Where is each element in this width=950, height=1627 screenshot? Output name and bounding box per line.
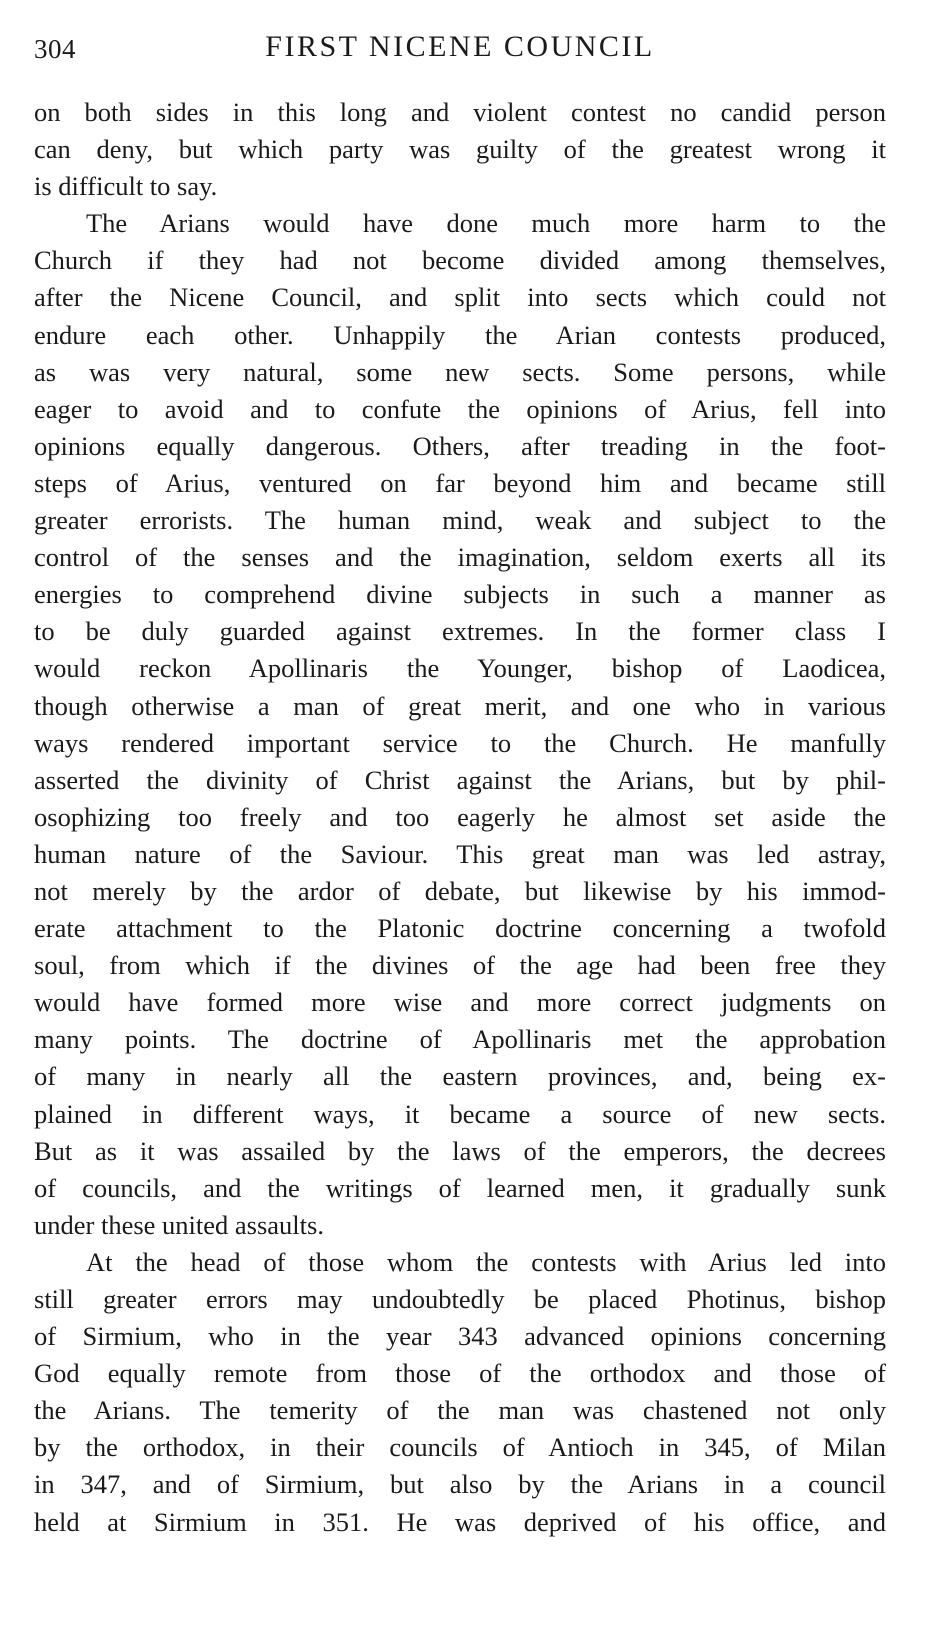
text-line: greater errorists. The human mind, weak and subject to the (34, 505, 886, 536)
text-line: The Arians would have done much more harm to the (86, 208, 886, 239)
page-number: 304 (34, 34, 76, 64)
text-line: would reckon Apollinaris the Younger, bishop of Laodicea, (34, 653, 886, 684)
text-line: At the head of those whom the contests with Arius led into (86, 1246, 886, 1277)
text-line: as was very natural, some new sects. Some persons, while (34, 356, 886, 387)
text-line: osophizing too freely and too eagerly he almost set aside the (34, 801, 886, 832)
text-line: under these united assaults. (34, 1209, 324, 1240)
paragraph (34, 94, 886, 205)
text-line: can deny, but which party was guilty of the greatest wrong it (34, 134, 886, 165)
text-line: would have formed more wise and more correct judgments on (34, 987, 886, 1018)
text-line: steps of Arius, ventured on far beyond him and became still (34, 467, 886, 498)
text-line: of councils, and the writings of learned men, it gradually sunk (34, 1172, 886, 1203)
text-line: still greater errors may undoubtedly be placed Photinus, bishop (34, 1284, 886, 1314)
text-line: on both sides in this long and violent contest no candid person (34, 97, 886, 127)
text-line: But as it was assailed by the laws of the emperors, the decrees (34, 1135, 886, 1166)
text-line: many points. The doctrine of Apollinaris met the approbation (34, 1024, 886, 1055)
text-line: held at Sirmium in 351. He was deprived of his office, and (34, 1506, 886, 1537)
text-line: not merely by the ardor of debate, but likewise by his immod- (34, 875, 886, 906)
text-line: the Arians. The temerity of the man was chastened not only (34, 1395, 886, 1426)
book-page (34, 18, 886, 1541)
text-line: of many in nearly all the eastern provinces, and, being ex- (34, 1061, 886, 1092)
text-line: God equally remote from those of the orthodox and those of (34, 1358, 886, 1389)
text-line: soul, from which if the divines of the age had been free they (34, 950, 886, 981)
text-line: though otherwise a man of great merit, and one who in various (34, 690, 886, 721)
body-text (34, 94, 886, 1541)
text-line: erate attachment to the Platonic doctrine concerning a twofold (34, 913, 886, 944)
text-line: control of the senses and the imagination, seldom exerts all its (34, 542, 886, 573)
text-line: to be duly guarded against extremes. In the former class I (34, 616, 886, 647)
text-line: plained in different ways, it became a source of new sects. (34, 1098, 886, 1129)
running-head (34, 18, 886, 80)
text-line: in 347, and of Sirmium, but also by the Arians in a council (34, 1469, 886, 1500)
text-line: of Sirmium, who in the year 343 advanced opinions concerning (34, 1321, 886, 1352)
text-line: endure each other. Unhappily the Arian contests produced, (34, 319, 886, 350)
paragraph (34, 1244, 886, 1541)
running-title: FIRST NICENE COUNCIL (265, 30, 655, 63)
text-line: asserted the divinity of Christ against the Arians, but by phil- (34, 764, 886, 795)
text-line: eager to avoid and to confute the opinions of Arius, fell into (34, 393, 886, 424)
text-line: energies to comprehend divine subjects in such a manner as (34, 579, 886, 610)
text-line: Church if they had not become divided among themselves, (34, 245, 886, 276)
text-line: is difficult to say. (34, 171, 218, 202)
text-line: by the orthodox, in their councils of Antioch in 345, of Milan (34, 1432, 886, 1463)
paragraph (34, 205, 886, 1244)
text-line: ways rendered important service to the Church. He manfully (34, 727, 886, 758)
text-line: human nature of the Saviour. This great man was led astray, (34, 838, 886, 869)
text-line: after the Nicene Council, and split into sects which could not (34, 282, 886, 313)
text-line: opinions equally dangerous. Others, after treading in the foot- (34, 430, 886, 461)
